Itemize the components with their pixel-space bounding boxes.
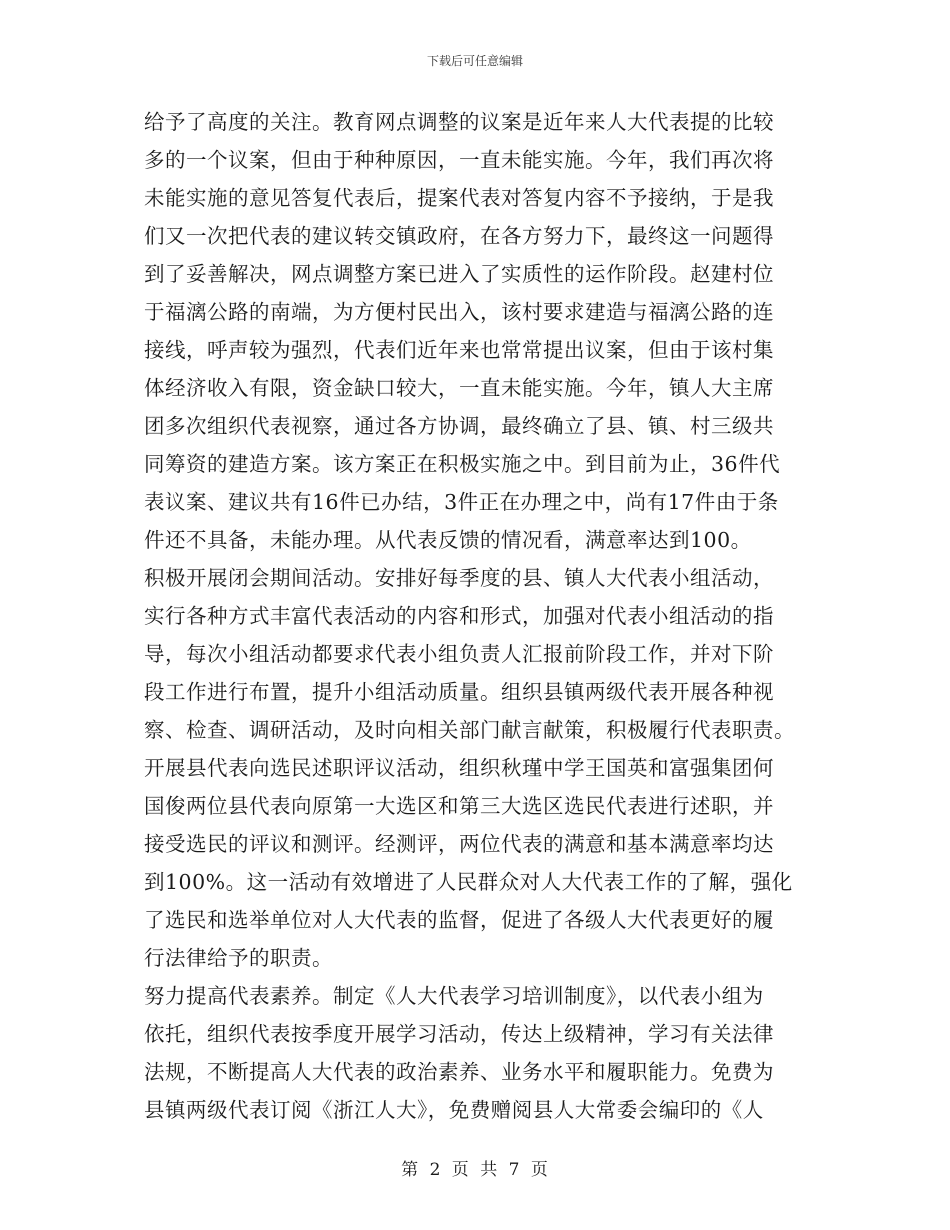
text-line: 接受选民的评议和测评。经测评，两位代表的满意和基本满意率均达 (144, 832, 774, 856)
text-line: 件还不具备，未能办理。从代表反馈的情况看，满意率达到100。 (144, 528, 752, 552)
text-line: 国俊两位县代表向原第一大选区和第三大选区选民代表进行述职，并 (144, 794, 774, 818)
text-line: 依托，组织代表按季度开展学习活动，传达上级精神，学习有关法律 (144, 1022, 774, 1046)
document-body (144, 103, 824, 1129)
text-line: 积极开展闭会期间活动。安排好每季度的县、镇人大代表小组活动， (144, 566, 774, 590)
text-line: 实行各种方式丰富代表活动的内容和形式，加强对代表小组活动的指 (144, 604, 774, 628)
text-line: 们又一次把代表的建议转交镇政府，在各方努力下，最终这一问题得 (144, 224, 774, 248)
text-line: 接线，呼声较为强烈，代表们近年来也常常提出议案，但由于该村集 (144, 338, 774, 362)
text-line: 察、检查、调研活动，及时向相关部门献言献策，积极履行代表职责。 (144, 718, 795, 742)
text-line: 同筹资的建造方案。该方案正在积极实施之中。到目前为止，36件代 (144, 452, 781, 476)
text-line: 了选民和选举单位对人大代表的监督，促进了各级人大代表更好的履 (144, 908, 774, 932)
text-line: 法规，不断提高人大代表的政治素养、业务水平和履职能力。免费为 (144, 1060, 774, 1084)
page-header: 下载后可任意编辑 (426, 54, 523, 68)
text-line: 段工作进行布置，提升小组活动质量。组织县镇两级代表开展各种视 (144, 680, 774, 704)
text-line: 努力提高代表素养。制定《人大代表学习培训制度》，以代表小组为 (144, 984, 764, 1008)
text-line: 县镇两级代表订阅《浙江人大》，免费赠阅县人大常委会编印的《人 (144, 1098, 764, 1122)
text-line: 行法律给予的职责。 (144, 946, 333, 970)
text-line: 未能实施的意见答复代表后，提案代表对答复内容不予接纳，于是我 (144, 186, 774, 210)
text-line: 给予了高度的关注。教育网点调整的议案是近年来人大代表提的比较 (144, 110, 774, 134)
text-line: 体经济收入有限，资金缺口较大，一直未能实施。今年，镇人大主席 (144, 376, 774, 400)
text-line: 表议案、建议共有16件已办结，3件正在办理之中，尚有17件由于条 (144, 490, 779, 514)
text-line: 团多次组织代表视察，通过各方协调，最终确立了县、镇、村三级共 (144, 414, 774, 438)
page-number-footer: 第 2 页 共 7 页 (401, 1160, 549, 1180)
text-line: 导，每次小组活动都要求代表小组负责人汇报前阶段工作，并对下阶 (144, 642, 774, 666)
text-line: 到100%。这一活动有效增进了人民群众对人大代表工作的了解，强化 (144, 870, 793, 894)
text-line: 于福漓公路的南端，为方便村民出入，该村要求建造与福漓公路的连 (144, 300, 774, 324)
text-line: 开展县代表向选民述职评议活动，组织秋瑾中学王国英和富强集团何 (144, 756, 774, 780)
text-line: 多的一个议案，但由于种种原因，一直未能实施。今年，我们再次将 (144, 148, 774, 172)
text-line: 到了妥善解决，网点调整方案已进入了实质性的运作阶段。赵建村位 (144, 262, 774, 286)
